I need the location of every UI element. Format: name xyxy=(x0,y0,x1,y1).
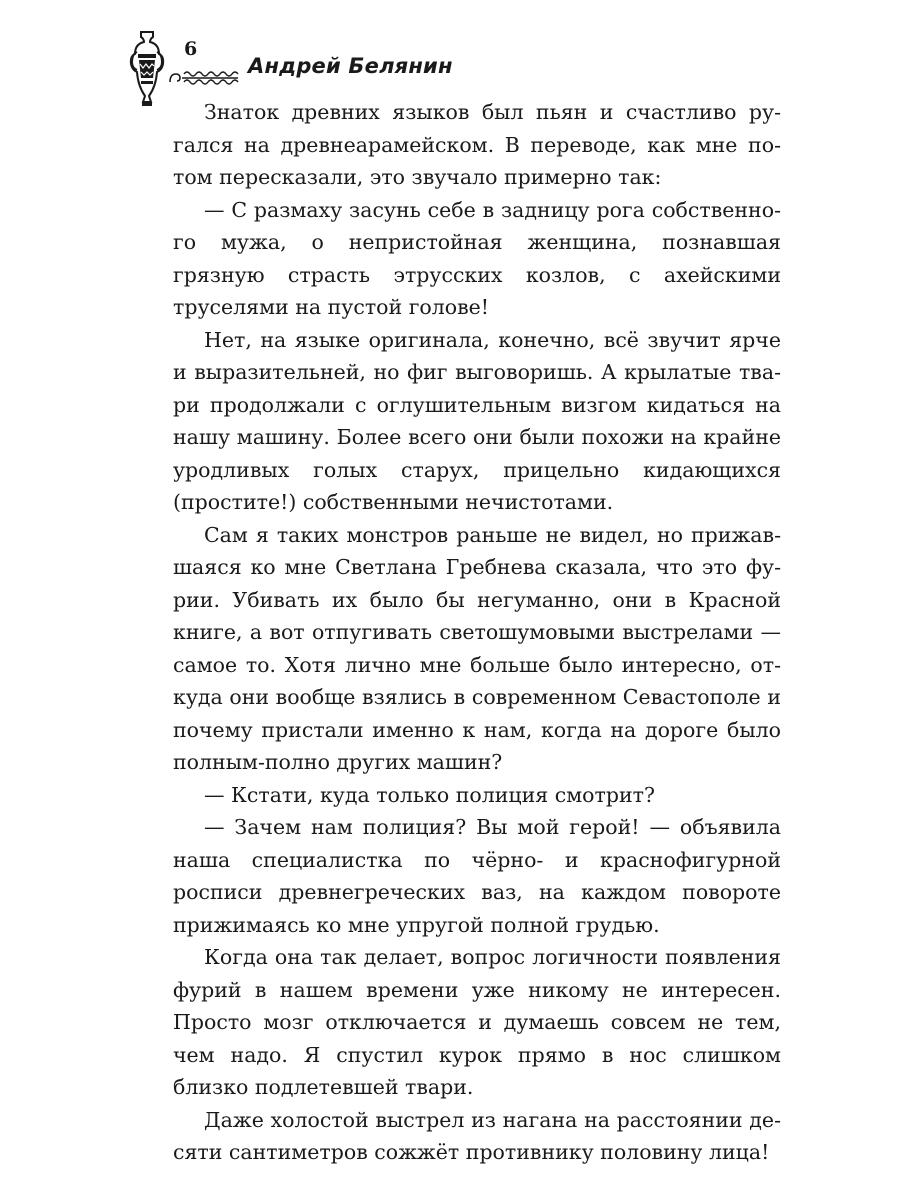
paragraph: Когда она так делает, вопрос логичности появления фурий в нашем времени уже никому не интересен. Просто мозг отключается и думаешь совсем не тем, чем надо. Я спустил курок прямо в нос слишком близко подлетевшей твари. xyxy=(173,945,781,1099)
ornament-divider xyxy=(168,66,242,86)
paragraph: Даже холостой выстрел из нагана на расстоянии десяти сантиметров сожжёт противнику половину лица! xyxy=(173,1107,781,1164)
paragraph: Знаток древних языков был пьян и счастливо ругался на древнеарамейском. В переводе, как мне потом пересказали, это звучало примерно так: xyxy=(173,100,781,189)
paragraph: — Зачем нам полиция? Вы мой герой! — объявила наша специалистка по чёрно- и краснофигурной росписи древнегреческих ваз, на каждом повороте прижимаясь ко мне упругой полной грудью. xyxy=(173,815,781,937)
body-text xyxy=(173,96,781,1169)
author-name: Андрей Белянин xyxy=(248,54,453,78)
paragraph: — Кстати, куда только полиция смотрит? xyxy=(204,782,655,807)
paragraph: Сам я таких монстров раньше не видел, но прижавшаяся ко мне Светлана Гребнева сказала, что это фурии. Убивать их было бы негуманно, они в Красной книге, а вот отпугивать светошумовыми выстрелами — самое то. Хотя лично мне больше было интересно, откуда они вообще взялись в современном Севастополе и почему пристали именно к нам, когда на дороге было полным-полно других машин? xyxy=(173,522,781,774)
paragraph: Нет, на языке оригинала, конечно, всё звучит ярче и выразительней, но фиг выговоришь. А крылатые твари продолжали с оглушительным визгом кидаться на нашу машину. Более всего они были похожи на крайне уродливых голых старух, прицельно кидающихся (простите!) собственными нечистотами. xyxy=(173,327,781,514)
page-number: 6 xyxy=(184,38,198,60)
amphora-icon xyxy=(128,30,166,108)
paragraph: — С размаху засунь себе в задницу рога собственного мужа, о непристойная женщина, познавшая грязную страсть этрусских козлов, с ахейскими труселями на пустой голове! xyxy=(173,197,781,319)
